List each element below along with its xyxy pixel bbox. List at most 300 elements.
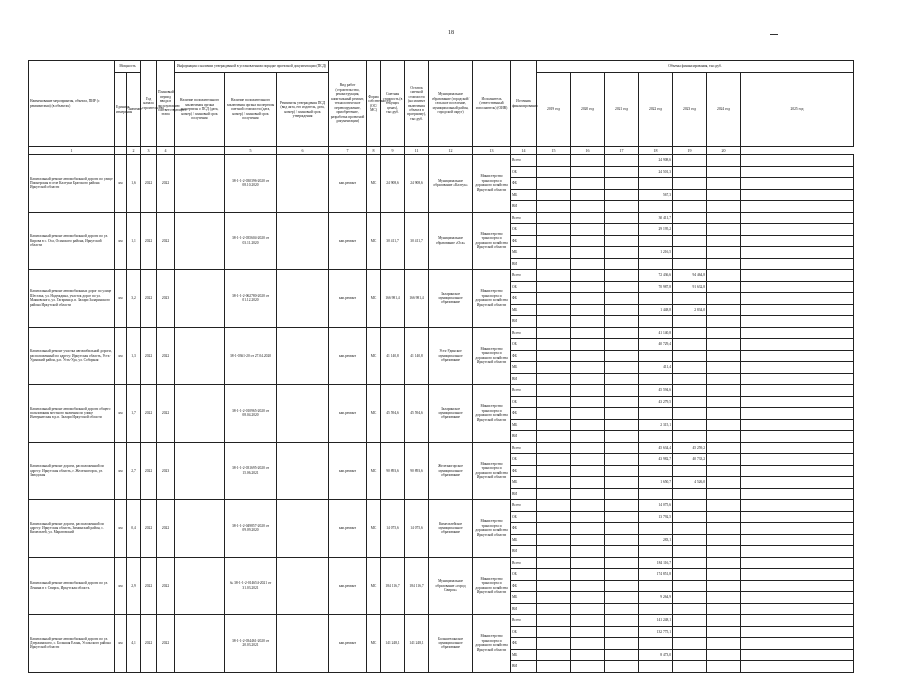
corner-mark bbox=[770, 34, 778, 35]
volume-cell bbox=[639, 523, 673, 535]
fin-source-label: ФБ bbox=[511, 178, 537, 190]
fin-source-label: ВИ bbox=[511, 431, 537, 443]
volume-cell: 1 216,5 bbox=[639, 247, 673, 259]
page-number: 18 bbox=[448, 30, 454, 36]
doc-positive bbox=[175, 385, 225, 443]
year-end: 2022 bbox=[157, 500, 175, 558]
year-start: 2022 bbox=[141, 270, 157, 328]
volume-cell bbox=[673, 339, 707, 351]
fin-source-label: ОБ bbox=[511, 339, 537, 351]
volume-cell bbox=[571, 235, 605, 247]
volume-cell bbox=[707, 350, 741, 362]
work-type: кап.ремонт bbox=[329, 385, 367, 443]
work-type: кап.ремонт bbox=[329, 500, 367, 558]
volume-cell: 9 264,9 bbox=[639, 592, 673, 604]
volume-cell bbox=[571, 649, 605, 661]
fin-source-label: ВИ bbox=[511, 201, 537, 213]
volume-cell: 91 632,8 bbox=[673, 281, 707, 293]
fin-source-label: МБ bbox=[511, 304, 537, 316]
header-capacity: Мощность bbox=[115, 61, 141, 73]
volume-cell bbox=[571, 212, 605, 224]
volume-cell bbox=[741, 442, 854, 454]
volume-cell bbox=[673, 511, 707, 523]
volume-cell bbox=[673, 569, 707, 581]
volume-cell bbox=[571, 316, 605, 328]
volume-cell bbox=[605, 603, 639, 615]
doc-positive bbox=[175, 557, 225, 615]
fin-source-label: Всего bbox=[511, 270, 537, 282]
volume-cell bbox=[639, 178, 673, 190]
doc-positive bbox=[175, 155, 225, 213]
volume-cell bbox=[639, 603, 673, 615]
volume-cell bbox=[537, 649, 571, 661]
table-row bbox=[29, 557, 854, 569]
volume-cell: 132 775,1 bbox=[639, 626, 673, 638]
volume-cell: 411,4 bbox=[639, 362, 673, 374]
volume-cell: 283,1 bbox=[639, 534, 673, 546]
volume-cell bbox=[605, 569, 639, 581]
volume-cell bbox=[571, 534, 605, 546]
fin-source-label: ОБ bbox=[511, 281, 537, 293]
volume-cell bbox=[605, 477, 639, 489]
volume-cell bbox=[537, 557, 571, 569]
ownership: МС bbox=[367, 155, 381, 213]
volume-cell bbox=[673, 166, 707, 178]
volume-cell bbox=[605, 557, 639, 569]
volume-cell bbox=[571, 178, 605, 190]
volume-cell bbox=[605, 661, 639, 673]
volume-cell bbox=[707, 212, 741, 224]
header-doc-estimate: Наличие положительного заключения органа экспертизы сметной стоимости (дата, номер) / плановый срок получения bbox=[225, 73, 277, 147]
volume-cell bbox=[571, 189, 605, 201]
fin-source-label: МБ bbox=[511, 534, 537, 546]
header-doc-group: Информация о наличии утвержденной в установленном порядке проектной документации (ПСД) bbox=[175, 61, 329, 73]
volume-cell bbox=[673, 626, 707, 638]
volume-cell bbox=[741, 523, 854, 535]
doc-positive bbox=[175, 500, 225, 558]
volume-cell bbox=[571, 362, 605, 374]
volume-cell bbox=[707, 465, 741, 477]
volume-cell bbox=[673, 465, 707, 477]
volume-cell bbox=[537, 500, 571, 512]
volume-cell bbox=[537, 603, 571, 615]
volume-cell bbox=[537, 385, 571, 397]
volume-cell bbox=[537, 235, 571, 247]
volume-cell bbox=[571, 419, 605, 431]
volume-cell bbox=[741, 270, 854, 282]
volume-cell bbox=[741, 569, 854, 581]
volume-cell bbox=[605, 281, 639, 293]
volume-cell bbox=[537, 454, 571, 466]
year-start: 2022 bbox=[141, 500, 157, 558]
doc-estimate: № 38-1-1-2-014654-2021 от 31.03.2021 bbox=[225, 557, 277, 615]
remaining-cost: 24 908,6 bbox=[405, 155, 429, 213]
volume-cell bbox=[537, 465, 571, 477]
volume-cell bbox=[639, 465, 673, 477]
volume-cell: 567,3 bbox=[639, 189, 673, 201]
volume-cell bbox=[537, 178, 571, 190]
volume-cell bbox=[741, 316, 854, 328]
volume-cell bbox=[639, 408, 673, 420]
executor: Министерство транспорта и дорожного хозяйства Иркутской области bbox=[473, 500, 511, 558]
column-number: 14 bbox=[511, 147, 537, 155]
volume-cell bbox=[707, 166, 741, 178]
volume-cell bbox=[707, 155, 741, 167]
volume-cell bbox=[741, 638, 854, 650]
doc-approval bbox=[277, 327, 329, 385]
volume-cell: 24 501,3 bbox=[639, 166, 673, 178]
volume-cell bbox=[605, 155, 639, 167]
volume-cell bbox=[537, 626, 571, 638]
volume-cell: 8 473,0 bbox=[639, 649, 673, 661]
volume-cell bbox=[605, 546, 639, 558]
column-number: 3 bbox=[141, 147, 157, 155]
ownership: МС bbox=[367, 442, 381, 500]
volume-cell bbox=[537, 396, 571, 408]
volume-cell bbox=[537, 247, 571, 259]
volume-cell bbox=[673, 592, 707, 604]
column-number: 11 bbox=[405, 147, 429, 155]
volume-cell bbox=[571, 385, 605, 397]
volume-cell bbox=[571, 580, 605, 592]
volume-cell bbox=[741, 603, 854, 615]
table-row bbox=[29, 327, 854, 339]
volume-cell bbox=[707, 235, 741, 247]
volume-cell bbox=[605, 293, 639, 305]
fin-source-label: МБ bbox=[511, 649, 537, 661]
volume-cell: 70 987,8 bbox=[639, 281, 673, 293]
year-end: 2022 bbox=[157, 212, 175, 270]
volume-cell bbox=[673, 638, 707, 650]
volume-cell bbox=[605, 304, 639, 316]
volume-cell bbox=[673, 649, 707, 661]
volume-cell bbox=[571, 477, 605, 489]
header-doc-positive: Наличие положительного заключения органа экспертизы о ПСД (дата, номер) / плановый срок получения bbox=[175, 73, 225, 147]
column-number: 19 bbox=[673, 147, 707, 155]
volume-cell bbox=[537, 373, 571, 385]
volume-cell bbox=[673, 385, 707, 397]
volume-cell bbox=[707, 569, 741, 581]
volume-cell bbox=[605, 339, 639, 351]
capacity-value: 3,2 bbox=[127, 270, 141, 328]
doc-positive bbox=[175, 212, 225, 270]
work-type: кап.ремонт bbox=[329, 212, 367, 270]
volume-cell bbox=[537, 431, 571, 443]
volume-cell: 174 851,8 bbox=[639, 569, 673, 581]
fin-source-label: ВИ bbox=[511, 661, 537, 673]
volume-cell bbox=[707, 201, 741, 213]
volume-cell bbox=[537, 523, 571, 535]
volume-cell bbox=[537, 304, 571, 316]
volume-cell bbox=[571, 603, 605, 615]
volume-cell: 40 733,2 bbox=[673, 454, 707, 466]
municipality: Муниципальное образование «город Свирск» bbox=[429, 557, 473, 615]
volume-cell bbox=[605, 465, 639, 477]
volume-cell bbox=[741, 408, 854, 420]
volume-cell bbox=[605, 488, 639, 500]
volume-cell bbox=[741, 592, 854, 604]
volume-cell bbox=[707, 293, 741, 305]
remaining-cost: 141 248,1 bbox=[405, 615, 429, 673]
fin-source-label: ВИ bbox=[511, 603, 537, 615]
volume-cell bbox=[537, 408, 571, 420]
column-number: 2 bbox=[127, 147, 141, 155]
table-row bbox=[29, 385, 854, 397]
volume-cell bbox=[605, 419, 639, 431]
column-number: 16 bbox=[571, 147, 605, 155]
volume-cell bbox=[537, 316, 571, 328]
volume-cell bbox=[537, 270, 571, 282]
volume-cell bbox=[707, 511, 741, 523]
fin-source-label: ВИ bbox=[511, 488, 537, 500]
column-number: 17 bbox=[605, 147, 639, 155]
volume-cell bbox=[707, 592, 741, 604]
table-row bbox=[29, 155, 854, 167]
municipality: Муниципальное образование «Оса» bbox=[429, 212, 473, 270]
volume-cell: 2 315,1 bbox=[639, 419, 673, 431]
header-year-2019: 2019 год bbox=[537, 73, 571, 147]
remaining-cost: 41 140,8 bbox=[405, 327, 429, 385]
volume-cell bbox=[741, 327, 854, 339]
volume-cell bbox=[673, 189, 707, 201]
doc-approval bbox=[277, 557, 329, 615]
volume-cell bbox=[741, 396, 854, 408]
header-work-type: Вид работ (строительство, реконструкция, капитальный ремонт, технологическое перевооружение, приобретение, разработка проектной документации) bbox=[329, 61, 367, 147]
volume-cell bbox=[707, 316, 741, 328]
volume-cell: 45 594,6 bbox=[639, 385, 673, 397]
volume-cell bbox=[741, 212, 854, 224]
executor: Министерство транспорта и дорожного хозяйства Иркутской области bbox=[473, 270, 511, 328]
fin-source-label: МБ bbox=[511, 189, 537, 201]
volume-cell bbox=[571, 155, 605, 167]
volume-cell bbox=[537, 615, 571, 627]
doc-approval bbox=[277, 212, 329, 270]
volume-cell bbox=[741, 339, 854, 351]
volume-cell bbox=[741, 178, 854, 190]
volume-cell: 1 650,7 bbox=[639, 477, 673, 489]
volume-cell bbox=[571, 626, 605, 638]
volume-cell bbox=[605, 212, 639, 224]
estimate-cost: 141 248,1 bbox=[381, 615, 405, 673]
header-year-2021: 2021 год bbox=[605, 73, 639, 147]
volume-cell bbox=[571, 350, 605, 362]
volume-cell bbox=[673, 557, 707, 569]
volume-cell bbox=[741, 580, 854, 592]
capacity-unit: км bbox=[115, 212, 127, 270]
year-end: 2022 bbox=[157, 327, 175, 385]
ownership: МС bbox=[367, 385, 381, 443]
volume-cell bbox=[673, 615, 707, 627]
volume-cell bbox=[673, 201, 707, 213]
header-estimate-cost: Сметная стоимость (в текущих ценах), тыс.руб. bbox=[381, 61, 405, 147]
remaining-cost: 166 981,4 bbox=[405, 270, 429, 328]
volume-cell bbox=[707, 431, 741, 443]
capacity-value: 2,9 bbox=[127, 557, 141, 615]
fin-source-label: Всего bbox=[511, 442, 537, 454]
year-end: 2022 bbox=[157, 557, 175, 615]
header-executor: Исполнитель (ответственный исполнитель) (ОИВ) bbox=[473, 61, 511, 147]
capacity-unit: км bbox=[115, 615, 127, 673]
volume-cell bbox=[537, 534, 571, 546]
volume-cell bbox=[605, 316, 639, 328]
volume-cell bbox=[639, 258, 673, 270]
volume-cell bbox=[741, 511, 854, 523]
fin-source-label: ОБ bbox=[511, 511, 537, 523]
volume-cell bbox=[605, 201, 639, 213]
capacity-unit: км bbox=[115, 385, 127, 443]
column-number: 12 bbox=[429, 147, 473, 155]
volume-cell bbox=[537, 155, 571, 167]
fin-source-label: Всего bbox=[511, 155, 537, 167]
column-number: 7 bbox=[329, 147, 367, 155]
fin-source-label: ОБ bbox=[511, 626, 537, 638]
year-start: 2022 bbox=[141, 155, 157, 213]
volume-cell bbox=[741, 155, 854, 167]
volume-cell bbox=[673, 212, 707, 224]
volume-cell: 30 411,7 bbox=[639, 212, 673, 224]
volume-cell bbox=[741, 350, 854, 362]
object-name: Капитальный ремонт автомобильной дороги общего пользования местного значения по улице Интернатская в р.п. Залари Иркутской области bbox=[29, 385, 115, 443]
volume-cell bbox=[571, 327, 605, 339]
volume-cell bbox=[639, 201, 673, 213]
volume-cell bbox=[639, 373, 673, 385]
estimate-cost: 90 893,6 bbox=[381, 442, 405, 500]
volume-cell: 43 982,7 bbox=[639, 454, 673, 466]
volume-cell: 94 464,8 bbox=[673, 270, 707, 282]
year-start: 2022 bbox=[141, 615, 157, 673]
volume-cell bbox=[707, 178, 741, 190]
capacity-unit: км bbox=[115, 442, 127, 500]
volume-cell bbox=[741, 201, 854, 213]
fin-source-label: ФБ bbox=[511, 638, 537, 650]
municipality: Заларинское муниципальное образование bbox=[429, 270, 473, 328]
volume-cell bbox=[741, 304, 854, 316]
executor: Министерство транспорта и дорожного хозяйства Иркутской области bbox=[473, 615, 511, 673]
volume-cell bbox=[639, 546, 673, 558]
volume-cell bbox=[571, 592, 605, 604]
volume-cell bbox=[707, 442, 741, 454]
volume-cell bbox=[605, 327, 639, 339]
doc-positive bbox=[175, 442, 225, 500]
header-year-2023: 2023 год bbox=[673, 73, 707, 147]
work-type: кап.ремонт bbox=[329, 270, 367, 328]
column-number: 13 bbox=[473, 147, 511, 155]
volume-cell bbox=[571, 258, 605, 270]
volume-cell bbox=[571, 488, 605, 500]
capacity-value: 4,1 bbox=[127, 615, 141, 673]
volume-cell bbox=[741, 419, 854, 431]
year-start: 2022 bbox=[141, 212, 157, 270]
volume-cell bbox=[673, 258, 707, 270]
volume-cell bbox=[571, 615, 605, 627]
volume-cell bbox=[707, 546, 741, 558]
volume-cell bbox=[605, 166, 639, 178]
executor: Министерство транспорта и дорожного хозяйства Иркутской области bbox=[473, 442, 511, 500]
ownership: МС bbox=[367, 212, 381, 270]
fin-source-label: ОБ bbox=[511, 396, 537, 408]
volume-cell bbox=[537, 592, 571, 604]
table-row bbox=[29, 615, 854, 627]
work-type: кап.ремонт bbox=[329, 557, 367, 615]
volume-cell bbox=[741, 661, 854, 673]
executor: Министерство транспорта и дорожного хозяйства Иркутской области bbox=[473, 557, 511, 615]
column-number-row bbox=[29, 147, 854, 155]
objects-table bbox=[28, 60, 854, 673]
fin-source-label: ОБ bbox=[511, 454, 537, 466]
volume-cell bbox=[571, 201, 605, 213]
volume-cell bbox=[707, 488, 741, 500]
doc-positive bbox=[175, 327, 225, 385]
column-number: 6 bbox=[277, 147, 329, 155]
volume-cell: 14 075,6 bbox=[639, 500, 673, 512]
volume-cell: 184 116,7 bbox=[639, 557, 673, 569]
header-year-end: Плановый период ввода в эксплуатацию соответствующего этапа bbox=[157, 61, 175, 147]
remaining-cost: 184 116,7 bbox=[405, 557, 429, 615]
volume-cell bbox=[707, 661, 741, 673]
fin-source-label: ВИ bbox=[511, 258, 537, 270]
doc-approval bbox=[277, 500, 329, 558]
object-name: Капитальный ремонт автомобильной дороги по ул. Кирова в с. Оса, Осинского района, Иркутской области bbox=[29, 212, 115, 270]
column-number: 5 bbox=[225, 147, 277, 155]
municipality: Кимельтейское муниципальное образование bbox=[429, 500, 473, 558]
header-year-2022: 2022 год bbox=[639, 73, 673, 147]
volume-cell bbox=[707, 408, 741, 420]
fin-source-label: Всего bbox=[511, 327, 537, 339]
column-number: 4 bbox=[157, 147, 175, 155]
volume-cell bbox=[707, 626, 741, 638]
volume-cell bbox=[605, 235, 639, 247]
ownership: МС bbox=[367, 327, 381, 385]
column-number bbox=[175, 147, 225, 155]
header-name: Наименование мероприятия, объекта, ПИР (с реквизитами) (в объектах) bbox=[29, 61, 115, 147]
estimate-cost: 24 908,6 bbox=[381, 155, 405, 213]
volume-cell bbox=[605, 580, 639, 592]
volume-cell bbox=[605, 258, 639, 270]
volume-cell bbox=[537, 362, 571, 374]
fin-source-label: ОБ bbox=[511, 224, 537, 236]
capacity-value: 1,1 bbox=[127, 212, 141, 270]
volume-cell bbox=[605, 408, 639, 420]
volume-cell bbox=[605, 638, 639, 650]
volume-cell bbox=[673, 546, 707, 558]
volume-cell bbox=[537, 442, 571, 454]
volume-cell bbox=[707, 247, 741, 259]
header-year-2025: 2025 год bbox=[741, 73, 854, 147]
volume-cell bbox=[741, 385, 854, 397]
volume-cell bbox=[707, 557, 741, 569]
fin-source-label: ФБ bbox=[511, 293, 537, 305]
doc-approval bbox=[277, 385, 329, 443]
volume-cell bbox=[571, 465, 605, 477]
fin-source-label: ФБ bbox=[511, 408, 537, 420]
volume-cell bbox=[741, 534, 854, 546]
year-end: 2022 bbox=[157, 615, 175, 673]
header-year-2024: 2024 год bbox=[707, 73, 741, 147]
volume-cell bbox=[571, 247, 605, 259]
work-type: кап.ремонт bbox=[329, 155, 367, 213]
volume-cell bbox=[673, 350, 707, 362]
work-type: кап.ремонт bbox=[329, 327, 367, 385]
volume-cell bbox=[639, 661, 673, 673]
volume-cell bbox=[741, 626, 854, 638]
volume-cell bbox=[537, 189, 571, 201]
volume-cell bbox=[707, 638, 741, 650]
volume-cell bbox=[673, 408, 707, 420]
volume-cell bbox=[741, 615, 854, 627]
volume-cell bbox=[707, 327, 741, 339]
volume-cell bbox=[707, 362, 741, 374]
year-end: 2023 bbox=[157, 442, 175, 500]
